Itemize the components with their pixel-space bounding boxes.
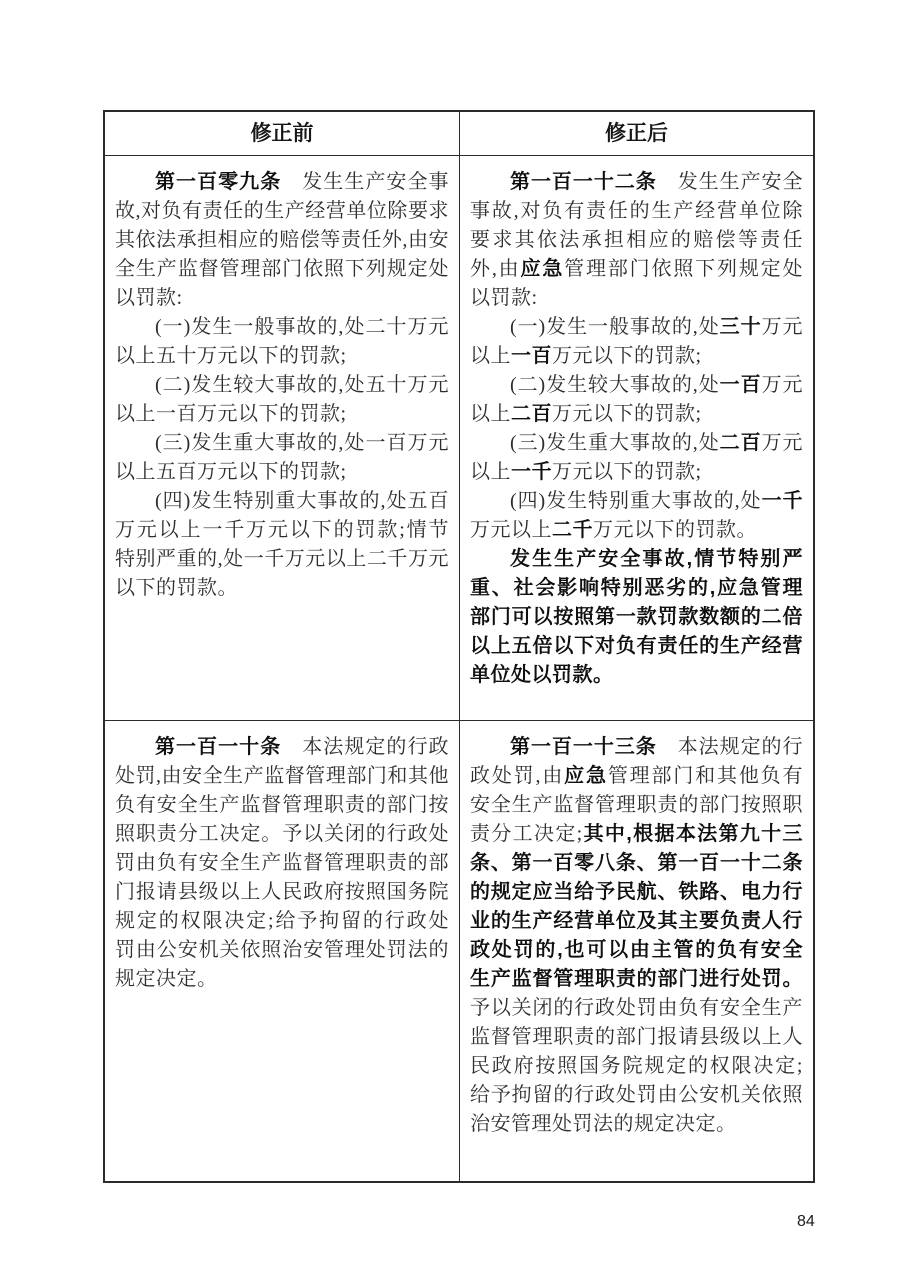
paragraph (115, 487, 449, 603)
column-header-before: 修正前 (250, 122, 314, 145)
page-number: 84 (797, 1213, 815, 1230)
paragraph (470, 313, 803, 371)
text-run: 发生生产安全事故,对负有责任的生产经营单位除要求其依法承担相应的赔偿等责任外,由安全生产监督管理部门依照下列规定处以罚款: (115, 171, 450, 309)
text-run: 万元以下的罚款; (552, 461, 702, 483)
text-run: 万元以上 (470, 316, 804, 367)
bold-text-run: 其中,根据本法第九十三条、第一百零八条、第一百一十二条的规定应当给予民航、铁路、电力行业的生产经营单位及其主要负责人行政处罚的,也可以由主管的负有安全生产监督管理职责的部门进行处罚。 (470, 823, 804, 990)
cell-article-109-before (105, 156, 459, 720)
text-run: 万元以上 (470, 519, 552, 541)
text-run: (二)发生较大事故的,处 (510, 374, 720, 396)
amendment-comparison-table (103, 110, 815, 1183)
bold-text-run: 应急 (520, 258, 565, 280)
bold-text-run: 三十 (719, 316, 762, 338)
table-header-row (105, 112, 813, 155)
paragraph (470, 168, 803, 313)
table-row (105, 720, 813, 1181)
text-run: 予以关闭的行政处罚由负有安全生产监督管理职责的部门报请县级以上人民政府按照国务院规定的权限决定;给予拘留的行政处罚由公安机关依照治安管理处罚法的规定决定。 (470, 997, 803, 1135)
cell-article-112-after (459, 156, 813, 720)
paragraph (470, 545, 803, 690)
paragraph (470, 371, 803, 429)
text-run: (二)发生较大事故的,处五十万元以上一百万元以下的罚款; (115, 374, 449, 425)
text-run: (一)发生一般事故的,处 (510, 316, 720, 338)
text-run: 管理部门依照下列规定处以罚款: (470, 258, 804, 309)
paragraph (115, 313, 449, 371)
text-run: 万元以下的罚款; (552, 345, 702, 367)
cell-article-110-before (105, 721, 459, 1181)
bold-text-run: 一百 (511, 345, 552, 367)
column-header-after: 修正后 (459, 112, 813, 155)
bold-text-run: 第一百一十二条 (510, 171, 657, 193)
bold-text-run: 二百 (511, 403, 552, 425)
text-run: (四)发生特别重大事故的,处五百万元以上一千万元以下的罚款;情节特别严重的,处一千万元以上二千万元以下的罚款。 (115, 490, 449, 599)
bold-text-run: 第一百一十三条 (510, 736, 657, 758)
paragraph (115, 371, 449, 429)
bold-text-run: 一千 (761, 490, 804, 512)
bold-text-run: 发生生产安全事故,情节特别严重、社会影响特别恶劣的,应急管理部门可以按照第一款罚款数额的二倍以上五倍以下对负有责任的生产经营单位处以罚款。 (470, 548, 803, 686)
bold-text-run: 二千 (552, 519, 593, 541)
text-run: 万元以下的罚款; (552, 403, 702, 425)
paragraph (470, 429, 803, 487)
paragraph (470, 487, 803, 545)
table-row (105, 155, 813, 720)
bold-text-run: 第一百零九条 (155, 171, 282, 193)
text-run: 管理部门和其他负有安全生产监督管理职责的部门按照职责分工决定; (470, 765, 804, 845)
text-run: (一)发生一般事故的,处二十万元以上五十万元以下的罚款; (115, 316, 449, 367)
text-run: (三)发生重大事故的,处 (510, 432, 720, 454)
text-run: 本法规定的行政处罚,由 (470, 736, 804, 787)
bold-text-run: 一千 (511, 461, 552, 483)
bold-text-run: 第一百一十条 (155, 736, 282, 758)
text-run: (三)发生重大事故的,处一百万元以上五百万元以下的罚款; (115, 432, 449, 483)
text-run: (四)发生特别重大事故的,处 (510, 490, 762, 512)
paragraph (115, 168, 449, 313)
paragraph (470, 733, 803, 1139)
cell-article-113-after (459, 721, 813, 1181)
bold-text-run: 二百 (719, 432, 762, 454)
text-run: 本法规定的行政处罚,由安全生产监督管理部门和其他负有安全生产监督管理职责的部门按照职责分工决定。予以关闭的行政处罚由负有安全生产监督管理职责的部门报请县级以上人民政府按照国务院规定的权限决定;给予拘留的行政处罚由公安机关依照治安管理处罚法的规定决定。 (115, 736, 450, 990)
paragraph (115, 733, 449, 994)
text-run: 万元以上 (470, 432, 804, 483)
text-run: 发生生产安全事故,对负有责任的生产经营单位除要求其依法承担相应的赔偿等责任外,由 (470, 171, 804, 280)
text-run: 万元以上 (470, 374, 804, 425)
bold-text-run: 一百 (719, 374, 762, 396)
paragraph (115, 429, 449, 487)
text-run: 万元以下的罚款。 (593, 519, 757, 541)
bold-text-run: 应急 (564, 765, 608, 787)
